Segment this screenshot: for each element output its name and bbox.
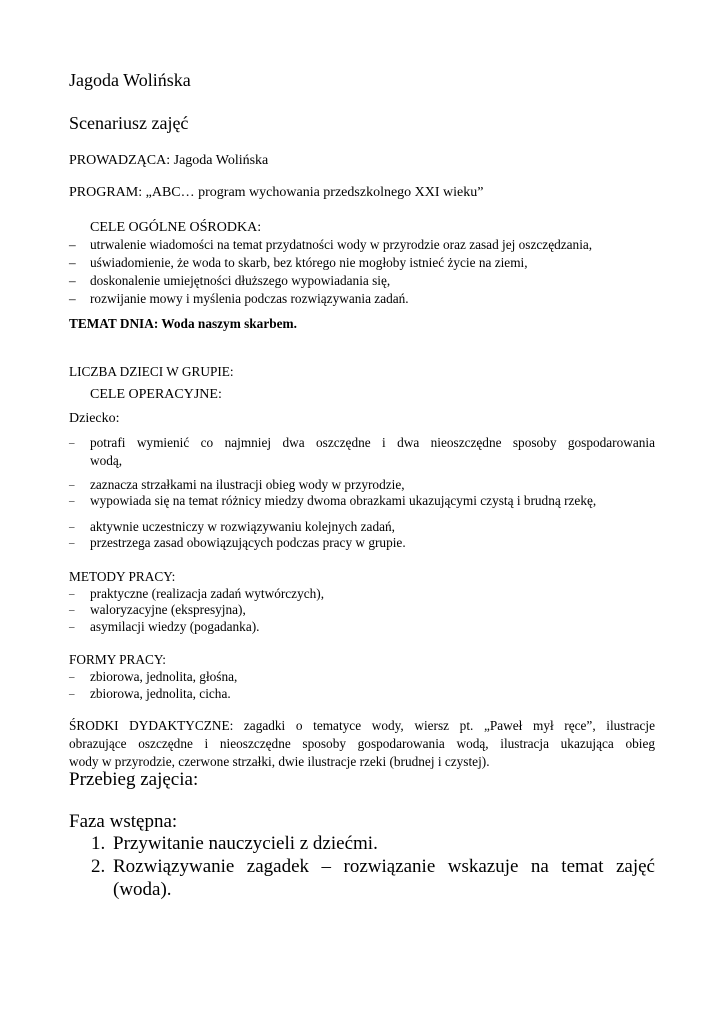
list-dash: – [69,688,75,700]
srodki-dydaktyczne [69,717,655,771]
list-dash: – [69,479,75,491]
list-item: uświadomienie, że woda to skarb, bez którego nie mogłoby istnieć życie na ziemi, [90,255,528,270]
list-dash: – [69,495,75,507]
list-item: zbiorowa, jednolita, cicha. [90,686,231,701]
list-dash: – [69,255,76,270]
dziecko-intro: Dziecko: [69,411,120,426]
przebieg-heading: Przebieg zajęcia: [69,769,199,790]
list-item: potrafi wymienić co najmniej dwa oszczędne i dwa nieoszczędne sposoby gospodarowania [90,435,655,450]
srodki-line: obrazujące oszczędne i nieoszczędne sposoby gospodarowania wodą, ilustracja ukazująca obieg [69,736,655,751]
list-item: zaznacza strzałkami na ilustracji obieg wody w przyrodzie, [90,477,405,492]
step-text: Przywitanie nauczycieli z dziećmi. [113,833,378,854]
cele-ogolne-heading: CELE OGÓLNE OŚRODKA: [90,220,262,235]
list-item: aktywnie uczestniczy w rozwiązywaniu kolejnych zadań, [90,519,395,534]
list-item: zbiorowa, jednolita, głośna, [90,669,238,684]
prowadzaca-line: PROWADZĄCA: Jagoda Wolińska [69,153,269,168]
list-item-continuation: wodą, [90,453,123,468]
list-item: rozwijanie mowy i myślenia podczas rozwiązywania zadań. [90,291,409,306]
list-dash: – [69,588,75,600]
document-title: Scenariusz zajęć [69,113,189,133]
list-item: praktyczne (realizacja zadań wytwórczych), [90,586,325,601]
list-dash: – [69,671,75,683]
faza-heading: Faza wstępna: [69,811,178,832]
srodki-line: ŚRODKI DYDAKTYCZNE: zagadki o tematyce wody, wiersz pt. „Paweł mył ręce”, ilustracje [69,718,655,733]
temat-dnia: TEMAT DNIA: Woda naszym skarbem. [69,316,297,331]
liczba-dzieci: LICZBA DZIECI W GRUPIE: [69,364,234,379]
list-item: utrwalenie wiadomości na temat przydatności wody w przyrodzie oraz zasad jej oszczędzania, [90,237,593,252]
step-text: Rozwiązywanie zagadek – rozwiązanie wskazuje na temat zajęć [113,856,655,877]
program-line: PROGRAM: „ABC… program wychowania przedszkolnego XXI wieku” [69,185,484,200]
list-dash: – [69,537,75,549]
list-item: asymilacji wiedzy (pogadanka). [90,619,260,634]
srodki-line: wody w przyrodzie, czerwone strzałki, dwie ilustracje rzeki (brudnej i czystej). [69,754,490,769]
list-dash: – [69,237,76,252]
list-dash: – [69,521,75,533]
list-dash: – [69,273,76,288]
metody-pracy-heading: METODY PRACY: [69,569,176,584]
list-dash: – [69,604,75,616]
formy-pracy-heading: FORMY PRACY: [69,652,166,667]
list-item: wypowiada się na temat różnicy miedzy dwoma obrazkami ukazującymi czystą i brudną rzekę, [90,493,597,508]
cele-operacyjne-heading: CELE OPERACYJNE: [90,387,222,402]
list-item: doskonalenie umiejętności dłuższego wypowiadania się, [90,273,391,288]
list-dash: – [69,437,75,449]
list-dash: – [69,291,76,306]
list-item: przestrzega zasad obowiązujących podczas pracy w grupie. [90,535,406,550]
author-name: Jagoda Wolińska [69,70,191,90]
list-item: waloryzacyjne (ekspresyjna), [90,602,246,617]
list-dash: – [69,621,75,633]
step-text-continuation: (woda). [113,879,172,900]
step-number: 1. [91,833,106,854]
step-number: 2. [91,856,106,877]
